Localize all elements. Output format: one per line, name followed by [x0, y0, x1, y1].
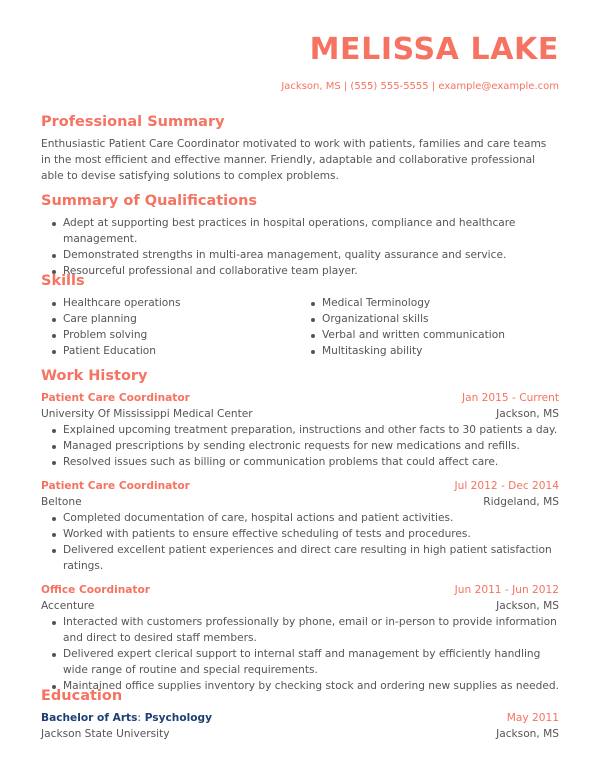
- skill-item: Multitasking ability: [322, 343, 559, 359]
- list-item: Maintained office supplies inventory by checking stock and ordering new supplies as needed.: [63, 680, 559, 692]
- skill-item: Problem solving: [63, 327, 300, 343]
- skills-section: [41, 271, 559, 359]
- skill-item: Patient Education: [63, 343, 300, 359]
- list-item: Adept at supporting best practices in hospital operations, compliance and healthcare management.: [63, 215, 559, 247]
- school-location: Jackson, MS: [496, 728, 559, 740]
- job-duties: [41, 422, 559, 470]
- resume-header: [41, 0, 559, 94]
- qualifications-section: [41, 191, 559, 279]
- professional-summary-section: [41, 112, 559, 184]
- degree-separator: :: [137, 712, 141, 724]
- section-title: Skills: [41, 273, 85, 289]
- skill-item: Medical Terminology: [322, 295, 559, 311]
- job-duties: [41, 510, 559, 574]
- job-duties: [41, 614, 559, 694]
- job-location: Jackson, MS: [496, 600, 559, 612]
- company-name: University Of Mississippi Medical Center: [41, 408, 253, 420]
- list-item: Interacted with customers professionally by phone, email or in-person to provide information and direct to desired staff members.: [63, 614, 559, 646]
- company-name: Beltone: [41, 496, 82, 508]
- school-name: Jackson State University: [41, 728, 170, 740]
- skills-list-left: [41, 295, 300, 359]
- contact-info: Jackson, MS | (555) 555-5555 | example@example.com: [281, 81, 559, 92]
- work-history-section: [41, 366, 559, 694]
- graduation-date: May 2011: [506, 712, 559, 724]
- job-entry: [41, 390, 559, 470]
- list-item: Completed documentation of care, hospital actions and patient activities.: [63, 510, 559, 526]
- job-location: Ridgeland, MS: [483, 496, 559, 508]
- summary-text: Enthusiastic Patient Care Coordinator motivated to work with patients, families and care teams in the most efficient and effective manner. Friendly, adaptable and collaborative professional able to devise satisfying solutions to complex problems.: [41, 138, 547, 182]
- skills-grid: [41, 295, 559, 359]
- skill-item: Verbal and written communication: [322, 327, 559, 343]
- job-location: Jackson, MS: [496, 408, 559, 420]
- list-item: Delivered expert clerical support to internal staff and management by efficiently handling wide range of routine and special requirements.: [63, 646, 559, 678]
- job-title: Office Coordinator: [41, 584, 150, 596]
- list-item: Demonstrated strengths in multi-area management, quality assurance and service.: [63, 247, 559, 263]
- skills-list-right: [300, 295, 559, 359]
- section-title: Work History: [41, 368, 148, 384]
- job-entry: [41, 582, 559, 694]
- list-item: Managed prescriptions by sending electronic requests for new medications and refills.: [63, 438, 559, 454]
- degree-name: Bachelor of Arts: [41, 712, 138, 724]
- list-item: Resolved issues such as billing or communication problems that could affect care.: [63, 454, 559, 470]
- job-title: Patient Care Coordinator: [41, 480, 190, 492]
- job-dates: Jul 2012 - Dec 2014: [454, 480, 559, 492]
- skill-item: Healthcare operations: [63, 295, 300, 311]
- skill-item: Care planning: [63, 311, 300, 327]
- company-name: Accenture: [41, 600, 95, 612]
- list-item: Explained upcoming treatment preparation, instructions and other facts to 30 patients a day.: [63, 424, 558, 436]
- degree-field: Psychology: [144, 712, 212, 724]
- list-item: Worked with patients to ensure effective scheduling of tests and procedures.: [63, 526, 559, 542]
- candidate-name: MELISSA LAKE: [309, 32, 559, 67]
- resume-page: [41, 0, 559, 740]
- education-section: [41, 686, 559, 742]
- degree: [41, 710, 212, 726]
- list-item: Delivered excellent patient experiences and direct care resulting in high patient satisfaction ratings.: [63, 542, 559, 574]
- section-title: Professional Summary: [41, 114, 225, 130]
- skill-item: Organizational skills: [322, 311, 559, 327]
- job-dates: Jun 2011 - Jun 2012: [454, 584, 559, 596]
- section-title: Summary of Qualifications: [41, 193, 258, 209]
- section-title: Education: [41, 688, 123, 704]
- qualifications-list: [41, 215, 559, 279]
- job-entry: [41, 478, 559, 574]
- job-title: Patient Care Coordinator: [41, 392, 190, 404]
- list-item: Resourceful professional and collaborative team player.: [63, 263, 559, 279]
- job-dates: Jan 2015 - Current: [461, 392, 559, 404]
